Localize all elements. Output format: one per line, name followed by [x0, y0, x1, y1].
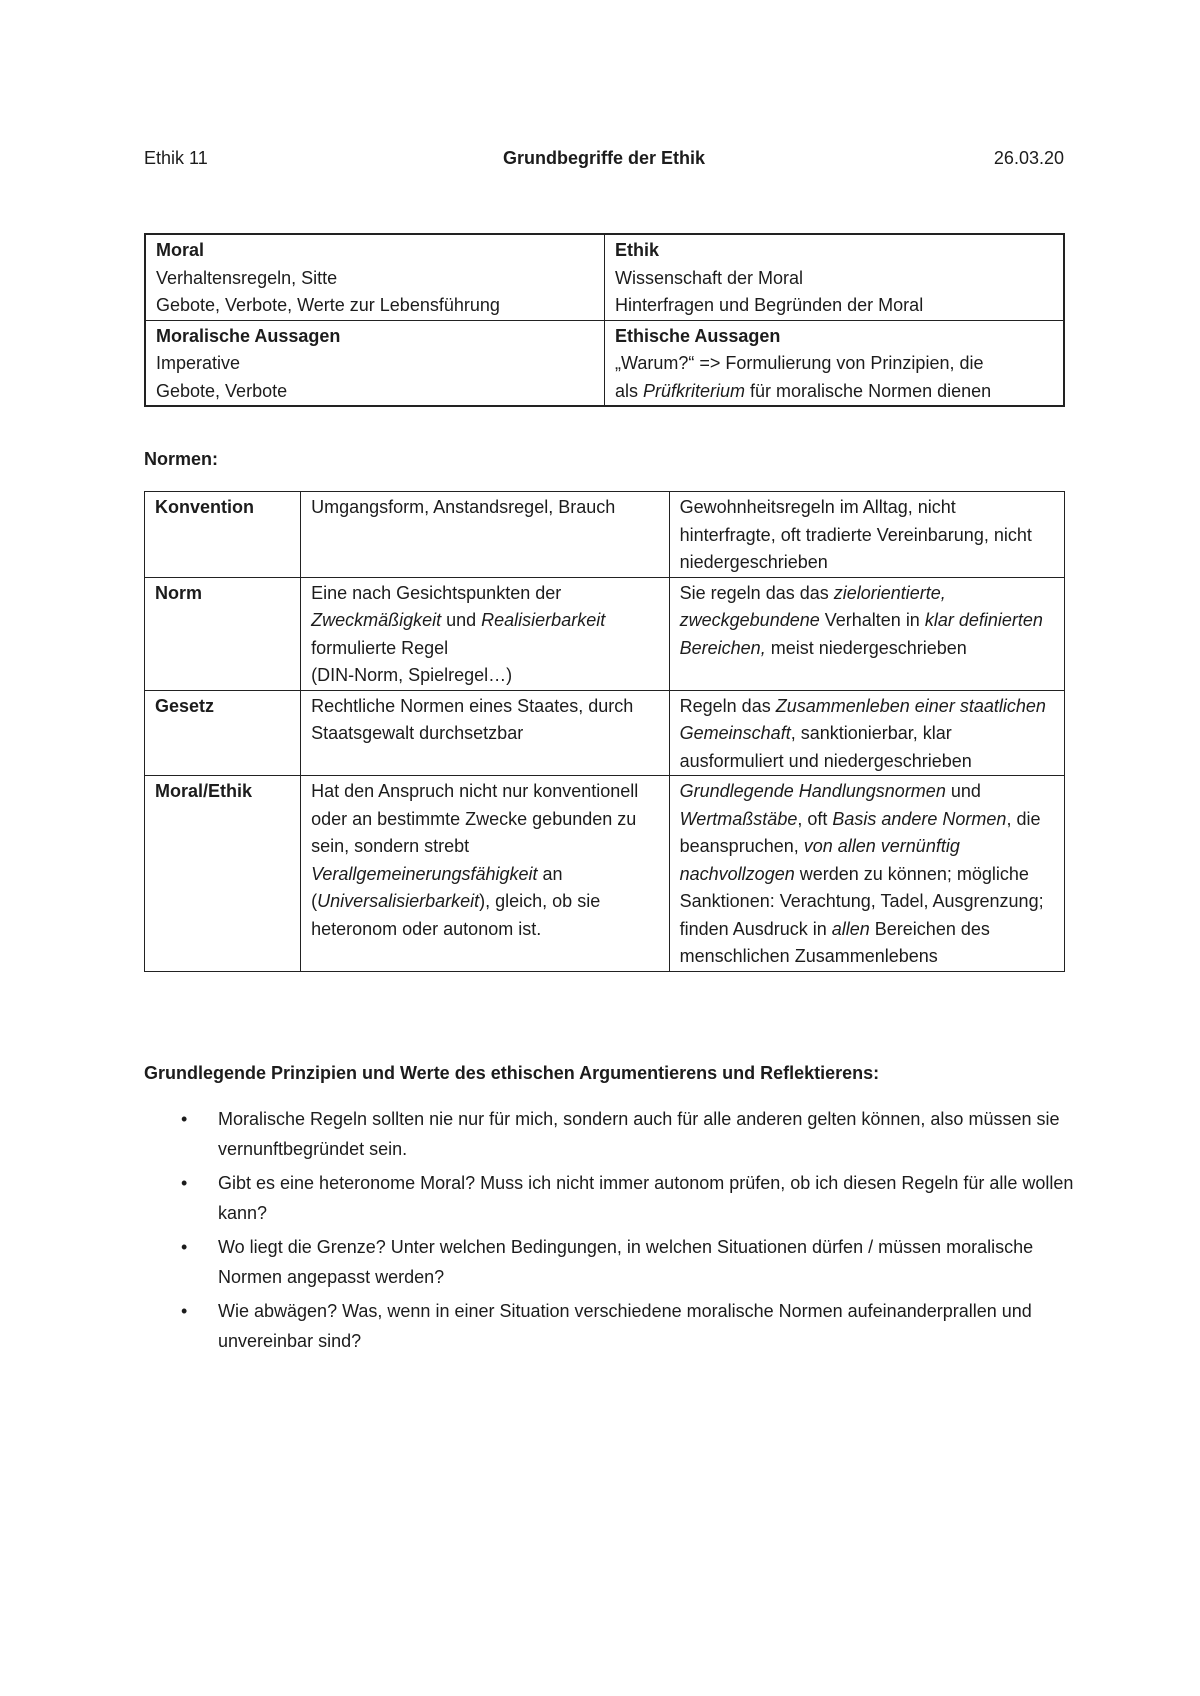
text-run: als [615, 380, 644, 401]
text-run: Regeln das [679, 695, 776, 716]
cell-line: Gebote, Verbote, Werte zur Lebensführung [156, 295, 500, 315]
text-run-italic: Zweckmäßigkeit [311, 610, 442, 630]
cell-line: Verhaltensregeln, Sitte [156, 267, 338, 288]
norm-term: Moral/Ethik [145, 776, 301, 972]
norm-term: Konvention [145, 492, 301, 578]
text-run-italic: allen [831, 918, 870, 939]
norm-definition [301, 577, 670, 690]
table-row [145, 492, 1065, 578]
cell-title: Moral [156, 240, 205, 260]
table-row [145, 577, 1065, 690]
cell-line: Wissenschaft der Moral [615, 267, 804, 288]
norm-description [669, 690, 1064, 776]
text-run-italic: Zusammenleben einer staatlichen Gemeinschaft [679, 695, 1046, 743]
text-run-italic: zielorientierte, zweckgebundene [679, 582, 946, 630]
table-row [145, 690, 1065, 776]
norm-definition [301, 492, 670, 578]
text-run: meist niedergeschrieben [765, 637, 967, 658]
text-run: formulierte Regel [311, 637, 449, 658]
text-run: Gewohnheitsregeln im Alltag, nicht hinterfragte, oft tradierte Vereinbarung, nicht niedergeschrieben [679, 497, 1032, 572]
text-run: Bereichen des menschlichen Zusammenlebens [679, 918, 990, 966]
norm-description [669, 577, 1064, 690]
text-run: und [441, 610, 482, 630]
moral-ethik-table [144, 233, 1065, 407]
date-label: 26.03.20 [993, 148, 1064, 168]
text-run: für moralische Normen dienen [745, 380, 992, 401]
list-item-text: Moralische Regeln sollten nie nur für mich, sondern auch für alle anderen gelten können, also müssen sie vernunftbegründet sein. [218, 1109, 1060, 1159]
text-run: , sanktionierbar, klar ausformuliert und niedergeschrieben [679, 723, 972, 771]
text-run-italic: Grundlegende Handlungsnormen [679, 781, 946, 801]
norm-description [669, 776, 1064, 972]
text-run-italic: Universalisierbarkeit [317, 891, 480, 911]
bullet-icon: • [181, 1173, 188, 1193]
text-run: Hat den Anspruch nicht nur konventionell oder an bestimmte Zwecke gebunden zu sein, sondern strebt [311, 781, 639, 856]
text-run-italic: Wertmaßstäbe [679, 808, 798, 829]
text-run-italic: Basis andere Normen [832, 808, 1007, 829]
course-label: Ethik 11 [144, 148, 208, 168]
principles-heading: Grundlegende Prinzipien und Werte des ethischen Argumentierens und Reflektierens: [144, 1063, 880, 1083]
text-run: Sie regeln das das [679, 582, 834, 603]
cell-title: Ethik [615, 240, 660, 260]
text-run-italic: Realisierbarkeit [481, 610, 606, 630]
table-row [145, 234, 1064, 320]
principles-list [144, 1105, 1074, 1361]
table-row [145, 776, 1065, 972]
cell-line: Imperative [156, 353, 241, 373]
normen-table [144, 491, 1065, 972]
text-run-italic: von allen vernünftig nachvollzogen [679, 836, 960, 884]
list-item-text: Gibt es eine heteronome Moral? Muss ich nicht immer autonom prüfen, ob ich diesen Regeln für alle wollen kann? [218, 1173, 1074, 1223]
page-title: Grundbegriffe der Ethik [502, 148, 706, 168]
table-cell-ethische-aussagen [605, 320, 1065, 406]
text-run: werden zu können; mögliche Sanktionen: Verachtung, Tadel, Ausgrenzung; finden Ausdruck in [679, 863, 1044, 939]
norm-definition [301, 776, 670, 972]
list-item-text: Wie abwägen? Was, wenn in einer Situation verschiedene moralische Normen aufeinanderprallen und unvereinbar sind? [218, 1301, 1032, 1351]
list-item [144, 1233, 1074, 1292]
cell-line: Gebote, Verbote [156, 380, 288, 401]
text-run: Rechtliche Normen eines Staates, durch Staatsgewalt durchsetzbar [311, 695, 634, 743]
norm-definition [301, 690, 670, 776]
text-run: und [945, 781, 981, 801]
text-run-italic: Prüfkriterium [643, 380, 746, 401]
list-item-text: Wo liegt die Grenze? Unter welchen Bedingungen, in welchen Situationen dürfen / müssen moralische Normen angepasst werden? [218, 1237, 1034, 1287]
text-run: Verhalten in [819, 610, 925, 630]
cell-line [615, 378, 1053, 406]
cell-line: „Warum?“ => Formulierung von Prinzipien, die [615, 353, 984, 373]
list-item [144, 1169, 1074, 1228]
norm-term: Norm [145, 577, 301, 690]
text-run: Eine nach Gesichtspunkten der [311, 582, 562, 603]
normen-table-body [145, 492, 1065, 972]
text-run: , die beanspruchen, [679, 808, 1041, 856]
table-cell-moralische-aussagen [145, 320, 605, 406]
normen-heading: Normen: [144, 449, 219, 469]
list-item [144, 1105, 1074, 1164]
table-cell-moral [145, 234, 605, 320]
text-run: , oft [797, 808, 833, 829]
text-run-italic: Verallgemeinerungsfähigkeit [311, 863, 538, 884]
bullet-icon: • [181, 1109, 188, 1129]
text-run: Umgangsform, Anstandsregel, Brauch [311, 497, 616, 517]
cell-line: Hinterfragen und Begründen der Moral [615, 295, 924, 315]
list-item [144, 1297, 1074, 1356]
text-run-italic: klar definierten Bereichen, [679, 610, 1043, 658]
table-row [145, 320, 1064, 406]
page-header [144, 145, 1064, 173]
text-run: an ( [311, 863, 563, 911]
cell-title: Ethische Aussagen [615, 325, 781, 346]
table-cell-ethik [605, 234, 1065, 320]
bullet-icon: • [181, 1301, 188, 1321]
text-run: (DIN-Norm, Spielregel…) [311, 665, 513, 685]
cell-title: Moralische Aussagen [156, 325, 341, 346]
norm-description [669, 492, 1064, 578]
text-run: ), gleich, ob sie heteronom oder autonom ist. [311, 891, 601, 939]
norm-term: Gesetz [145, 690, 301, 776]
bullet-icon: • [181, 1237, 188, 1257]
